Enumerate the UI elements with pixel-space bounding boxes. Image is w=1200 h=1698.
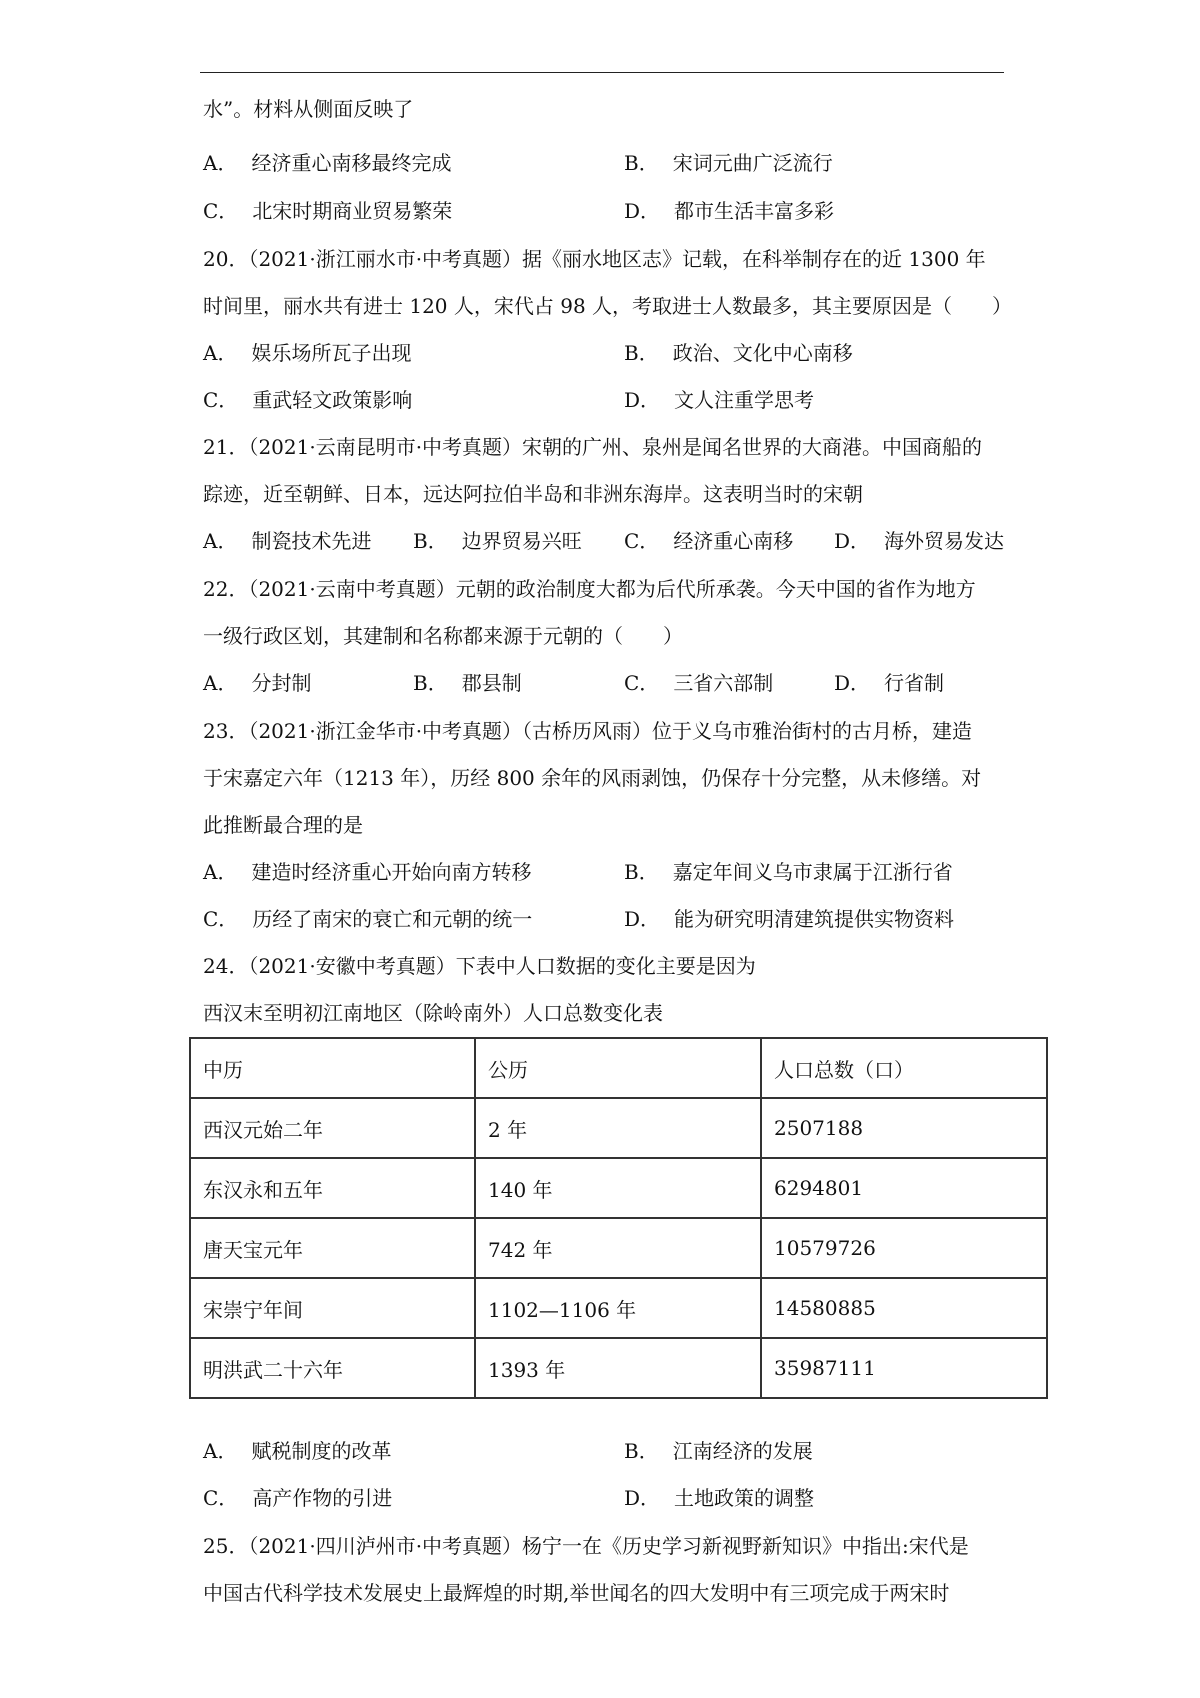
table-cell: 6294801 <box>761 1158 1047 1218</box>
table-cell: 1102—1106 年 <box>475 1278 761 1338</box>
table-header-cell: 人口总数（口） <box>761 1038 1047 1098</box>
table-row <box>190 1338 1047 1398</box>
q23-stem-line-3: 此推断最合理的是 <box>203 813 363 837</box>
table-row <box>190 1098 1047 1158</box>
table-cell: 1393 年 <box>475 1338 761 1398</box>
population-table <box>189 1037 1048 1399</box>
table-cell: 10579726 <box>761 1218 1047 1278</box>
table-row <box>190 1218 1047 1278</box>
q20-stem-line-1: 20．（2021·浙江丽水市·中考真题）据《丽水地区志》记载，在科举制存在的近 1300 年 <box>203 247 986 271</box>
table-cell: 140 年 <box>475 1158 761 1218</box>
q22-option-d: D． 行省制 <box>834 671 945 695</box>
q20-option-c: C． 重武轻文政策影响 <box>203 388 413 412</box>
q22-option-c: C． 三省六部制 <box>624 671 774 695</box>
table-header-cell: 中历 <box>190 1038 475 1098</box>
q22-stem-line-2: 一级行政区划，其建制和名称都来源于元朝的（ ） <box>203 624 683 648</box>
q20-option-d: D． 文人注重学思考 <box>624 388 815 412</box>
table-cell: 14580885 <box>761 1278 1047 1338</box>
q21-option-d: D． 海外贸易发达 <box>834 529 1005 553</box>
q24-stem-line-1: 24．（2021·安徽中考真题）下表中人口数据的变化主要是因为 <box>203 954 756 978</box>
q22-option-b: B． 郡县制 <box>413 671 522 695</box>
q21-stem-line-2: 踪迹，近至朝鲜、日本，远达阿拉伯半岛和非洲东海岸。这表明当时的宋朝 <box>203 482 863 506</box>
table-row <box>190 1158 1047 1218</box>
q19-option-c: C． 北宋时期商业贸易繁荣 <box>203 199 453 223</box>
q23-option-a: A． 建造时经济重心开始向南方转移 <box>203 860 532 884</box>
table-cell: 35987111 <box>761 1338 1047 1398</box>
q23-option-d: D． 能为研究明清建筑提供实物资料 <box>624 907 955 931</box>
q20-stem-line-2: 时间里，丽水共有进士 120 人，宋代占 98 人，考取进士人数最多，其主要原因是（ ） <box>203 294 1013 318</box>
q20-option-a: A． 娱乐场所瓦子出现 <box>203 341 412 365</box>
q24-option-c: C． 高产作物的引进 <box>203 1486 393 1510</box>
q19-option-a: A． 经济重心南移最终完成 <box>203 151 452 175</box>
table-cell: 明洪武二十六年 <box>190 1338 475 1398</box>
table-header-row <box>190 1038 1047 1098</box>
q21-option-c: C． 经济重心南移 <box>624 529 794 553</box>
q23-stem-line-2: 于宋嘉定六年（1213 年），历经 800 余年的风雨剥蚀，仍保存十分完整，从未修缮。对 <box>203 766 982 790</box>
q24-option-d: D． 土地政策的调整 <box>624 1486 815 1510</box>
table-cell: 东汉永和五年 <box>190 1158 475 1218</box>
q19-option-b: B． 宋词元曲广泛流行 <box>624 151 833 175</box>
table-cell: 西汉元始二年 <box>190 1098 475 1158</box>
table-cell: 2 年 <box>475 1098 761 1158</box>
q22-stem-line-1: 22．（2021·云南中考真题）元朝的政治制度大都为后代所承袭。今天中国的省作为地方 <box>203 577 976 601</box>
table-row <box>190 1278 1047 1338</box>
q25-stem-line-1: 25．（2021·四川泸州市·中考真题）杨宁一在《历史学习新视野新知识》中指出:宋代是 <box>203 1534 969 1558</box>
q19-tail: 水”。材料从侧面反映了 <box>203 97 414 121</box>
q24-option-b: B． 江南经济的发展 <box>624 1439 813 1463</box>
table-cell: 唐天宝元年 <box>190 1218 475 1278</box>
q21-option-b: B． 边界贸易兴旺 <box>413 529 582 553</box>
q24-table-caption: 西汉末至明初江南地区（除岭南外）人口总数变化表 <box>203 1001 663 1025</box>
q23-option-c: C． 历经了南宋的衰亡和元朝的统一 <box>203 907 533 931</box>
q25-stem-line-2: 中国古代科学技术发展史上最辉煌的时期,举世闻名的四大发明中有三项完成于两宋时 <box>203 1581 950 1605</box>
header-rule <box>200 72 1004 73</box>
table-header-cell: 公历 <box>475 1038 761 1098</box>
q22-option-a: A． 分封制 <box>203 671 312 695</box>
q24-option-a: A． 赋税制度的改革 <box>203 1439 392 1463</box>
table-cell: 2507188 <box>761 1098 1047 1158</box>
q23-option-b: B． 嘉定年间义乌市隶属于江浙行省 <box>624 860 953 884</box>
table-cell: 宋崇宁年间 <box>190 1278 475 1338</box>
q20-option-b: B． 政治、文化中心南移 <box>624 341 853 365</box>
q23-stem-line-1: 23．（2021·浙江金华市·中考真题）（古桥历风雨）位于义乌市雅治街村的古月桥，建造 <box>203 719 973 743</box>
q21-stem-line-1: 21．（2021·云南昆明市·中考真题）宋朝的广州、泉州是闻名世界的大商港。中国商船的 <box>203 435 983 459</box>
table-cell: 742 年 <box>475 1218 761 1278</box>
q21-option-a: A． 制瓷技术先进 <box>203 529 372 553</box>
q19-option-d: D． 都市生活丰富多彩 <box>624 199 835 223</box>
